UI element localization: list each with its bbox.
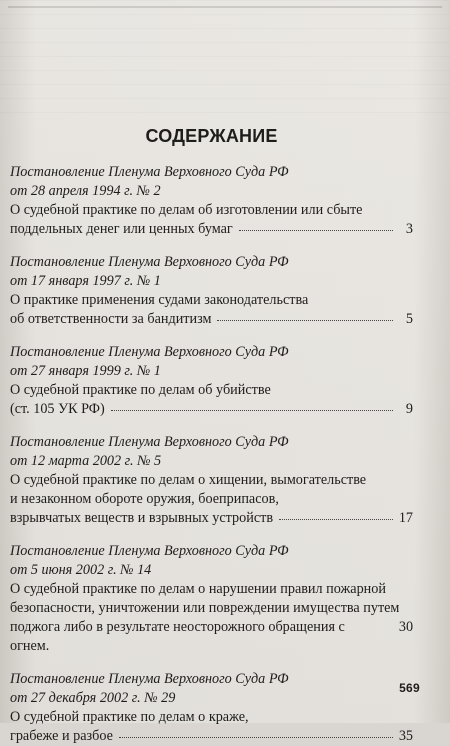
dot-leader	[217, 320, 393, 321]
toc-entry	[10, 542, 413, 656]
bleed-through-text	[0, 0, 450, 120]
resolution-heading: Постановление Пленума Верховного Суда РФ	[10, 164, 289, 180]
entry-description-line: поджога либо в результате неосторожного обращения с огнем.	[10, 619, 345, 654]
toc-entry	[10, 253, 413, 329]
dot-leader	[111, 410, 393, 411]
page-reference[interactable]: 30	[398, 619, 414, 635]
entry-description-line: взрывчатых веществ и взрывных устройств	[10, 510, 274, 526]
entry-description-line: грабеже и разбое	[10, 728, 113, 744]
page-reference[interactable]: 35	[398, 728, 413, 744]
entry-description-line: О судебной практике по делам о краже,	[10, 709, 249, 725]
entry-description-row	[10, 310, 413, 329]
resolution-heading: Постановление Пленума Верховного Суда РФ	[10, 671, 289, 687]
page-reference[interactable]: 5	[405, 311, 413, 327]
entry-description-line: поддельных денег или ценных бумаг	[10, 221, 233, 237]
page-reference[interactable]: 3	[405, 221, 413, 237]
resolution-heading: Постановление Пленума Верховного Суда РФ	[10, 254, 289, 270]
entry-description-line: об ответственности за бандитизм	[10, 311, 212, 327]
resolution-heading: Постановление Пленума Верховного Суда РФ	[10, 344, 289, 360]
entry-description-row	[10, 727, 413, 746]
resolution-date: от 28 апреля 1994 г. № 2	[10, 183, 161, 199]
resolution-date: от 27 декабря 2002 г. № 29	[10, 690, 176, 706]
toc-entry	[10, 670, 413, 746]
page-number: 569	[399, 681, 420, 695]
resolution-heading: Постановление Пленума Верховного Суда РФ	[10, 434, 289, 450]
resolution-heading: Постановление Пленума Верховного Суда РФ	[10, 543, 289, 559]
table-of-contents	[10, 126, 413, 746]
entry-description-row	[10, 400, 413, 419]
toc-entry	[10, 433, 413, 528]
entry-description-row	[10, 220, 413, 239]
entry-description-line: О практике применения судами законодательства	[10, 292, 309, 308]
resolution-date: от 17 января 1997 г. № 1	[10, 273, 161, 289]
entry-description-row	[10, 509, 413, 528]
dot-leader	[279, 519, 393, 520]
header-rule	[8, 6, 442, 8]
resolution-date: от 27 января 1999 г. № 1	[10, 363, 161, 379]
toc-entry	[10, 163, 413, 239]
dot-leader	[239, 230, 393, 231]
resolution-date: от 5 июня 2002 г. № 14	[10, 562, 152, 578]
resolution-date: от 12 марта 2002 г. № 5	[10, 453, 162, 469]
entry-description-line: (ст. 105 УК РФ)	[10, 401, 105, 417]
entry-description-line: О судебной практике по делам о хищении, вымогательстве	[10, 472, 367, 488]
entry-description-line: и незаконном обороте оружия, боеприпасов,	[10, 491, 279, 507]
entry-description-line: О судебной практике по делам об изготовлении или сбыте	[10, 202, 363, 218]
entry-description-line: О судебной практике по делам о нарушении правил пожарной	[10, 581, 386, 597]
entry-description-line: безопасности, уничтожении или повреждении имущества путем	[10, 600, 400, 616]
toc-title: СОДЕРЖАНИЕ	[145, 126, 278, 146]
entry-description-row	[10, 618, 413, 656]
entry-description-line: О судебной практике по делам об убийстве	[10, 382, 271, 398]
page-reference[interactable]: 17	[398, 510, 413, 526]
page-reference[interactable]: 9	[405, 401, 413, 417]
dot-leader	[119, 737, 393, 738]
toc-entry	[10, 343, 413, 419]
